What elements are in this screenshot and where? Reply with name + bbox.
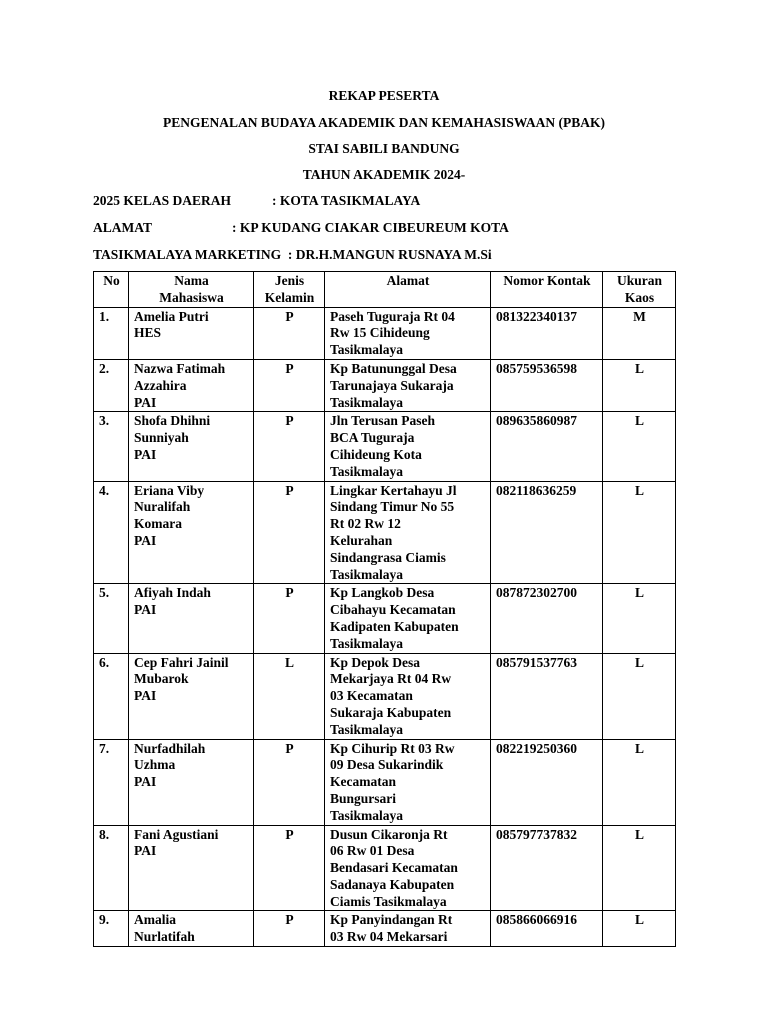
cell-no: 5. — [94, 584, 129, 653]
cell-nomor-kontak: 085797737832 — [491, 825, 603, 911]
table-row — [94, 739, 676, 825]
cell-ukuran-kaos: L — [603, 911, 676, 947]
cell-ukuran-kaos: L — [603, 584, 676, 653]
cell-ukuran-kaos: L — [603, 653, 676, 739]
cell-alamat: Kp Panyindangan Rt 03 Rw 04 Mekarsari — [325, 911, 491, 947]
cell-no: 9. — [94, 911, 129, 947]
table-row — [94, 412, 676, 481]
header-alamat: Alamat — [325, 272, 491, 308]
table-row — [94, 825, 676, 911]
cell-nama: Shofa Dhihni Sunniyah PAI — [129, 412, 254, 481]
cell-nomor-kontak: 082118636259 — [491, 481, 603, 584]
cell-jenis-kelamin: P — [254, 825, 325, 911]
cell-nomor-kontak: 081322340137 — [491, 307, 603, 359]
cell-no: 4. — [94, 481, 129, 584]
cell-ukuran-kaos: L — [603, 481, 676, 584]
header-nomor-kontak: Nomor Kontak — [491, 272, 603, 308]
cell-ukuran-kaos: M — [603, 307, 676, 359]
cell-nomor-kontak: 087872302700 — [491, 584, 603, 653]
program-title: PENGENALAN BUDAYA AKADEMIK DAN KEMAHASISWAAN (PBAK) — [163, 115, 605, 130]
cell-no: 7. — [94, 739, 129, 825]
participant-table — [93, 271, 676, 947]
cell-no: 6. — [94, 653, 129, 739]
cell-nomor-kontak: 082219250360 — [491, 739, 603, 825]
cell-jenis-kelamin: P — [254, 307, 325, 359]
cell-alamat: Kp Depok Desa Mekarjaya Rt 04 Rw 03 Kecamatan Sukaraja Kabupaten Tasikmalaya — [325, 653, 491, 739]
header-jenis-kelamin: Jenis Kelamin — [254, 272, 325, 308]
cell-nama: Cep Fahri Jainil Mubarok PAI — [129, 653, 254, 739]
table-row — [94, 359, 676, 411]
cell-alamat: Jln Terusan Paseh BCA Tuguraja Cihideung Kota Tasikmalaya — [325, 412, 491, 481]
table-row — [94, 911, 676, 947]
cell-jenis-kelamin: L — [254, 653, 325, 739]
cell-no: 8. — [94, 825, 129, 911]
cell-ukuran-kaos: L — [603, 359, 676, 411]
cell-alamat: Paseh Tuguraja Rt 04 Rw 15 Cihideung Tasikmalaya — [325, 307, 491, 359]
cell-ukuran-kaos: L — [603, 825, 676, 911]
header-nama: Nama Mahasiswa — [129, 272, 254, 308]
cell-jenis-kelamin: P — [254, 584, 325, 653]
cell-nama: Afiyah Indah PAI — [129, 584, 254, 653]
cell-nama: Eriana Viby Nuralifah Komara PAI — [129, 481, 254, 584]
table-header-row — [94, 272, 676, 308]
doc-title: REKAP PESERTA — [328, 88, 440, 103]
cell-jenis-kelamin: P — [254, 911, 325, 947]
alamat-value: : KP KUDANG CIAKAR CIBEUREUM KOTA — [232, 220, 509, 235]
kelas-value: : KOTA TASIKMALAYA — [272, 193, 421, 208]
table-row — [94, 307, 676, 359]
cell-jenis-kelamin: P — [254, 359, 325, 411]
cell-nomor-kontak: 089635860987 — [491, 412, 603, 481]
cell-nomor-kontak: 085866066916 — [491, 911, 603, 947]
marketing-line: TASIKMALAYA MARKETING : DR.H.MANGUN RUSNAYA M.Si — [93, 247, 492, 262]
cell-ukuran-kaos: L — [603, 412, 676, 481]
header-ukuran-kaos: Ukuran Kaos — [603, 272, 676, 308]
cell-alamat: Kp Batununggal Desa Tarunajaya Sukaraja Tasikmalaya — [325, 359, 491, 411]
table-row — [94, 653, 676, 739]
cell-nama: Nurfadhilah Uzhma PAI — [129, 739, 254, 825]
cell-ukuran-kaos: L — [603, 739, 676, 825]
cell-nama: Amalia Nurlatifah — [129, 911, 254, 947]
cell-alamat: Lingkar Kertahayu Jl Sindang Timur No 55 Rt 02 Rw 12 Kelurahan Sindangrasa Ciamis Tasikmalaya — [325, 481, 491, 584]
institution-name: STAI SABILI BANDUNG — [308, 141, 460, 156]
header-no: No — [94, 272, 129, 308]
cell-nama: Nazwa Fatimah Azzahira PAI — [129, 359, 254, 411]
alamat-label: ALAMAT — [93, 220, 152, 235]
cell-alamat: Dusun Cikaronja Rt 06 Rw 01 Desa Bendasari Kecamatan Sadanaya Kabupaten Ciamis Tasikmalaya — [325, 825, 491, 911]
cell-no: 3. — [94, 412, 129, 481]
cell-alamat: Kp Langkob Desa Cibahayu Kecamatan Kadipaten Kabupaten Tasikmalaya — [325, 584, 491, 653]
cell-no: 1. — [94, 307, 129, 359]
cell-nomor-kontak: 085759536598 — [491, 359, 603, 411]
cell-jenis-kelamin: P — [254, 481, 325, 584]
cell-jenis-kelamin: P — [254, 412, 325, 481]
cell-nomor-kontak: 085791537763 — [491, 653, 603, 739]
cell-nama: Fani Agustiani PAI — [129, 825, 254, 911]
cell-nama: Amelia Putri HES — [129, 307, 254, 359]
academic-year: TAHUN AKADEMIK 2024- — [302, 167, 466, 182]
cell-jenis-kelamin: P — [254, 739, 325, 825]
cell-no: 2. — [94, 359, 129, 411]
table-row — [94, 584, 676, 653]
cell-alamat: Kp Cihurip Rt 03 Rw 09 Desa Sukarindik Kecamatan Bungursari Tasikmalaya — [325, 739, 491, 825]
table-row — [94, 481, 676, 584]
kelas-label: 2025 KELAS DAERAH — [93, 193, 232, 208]
